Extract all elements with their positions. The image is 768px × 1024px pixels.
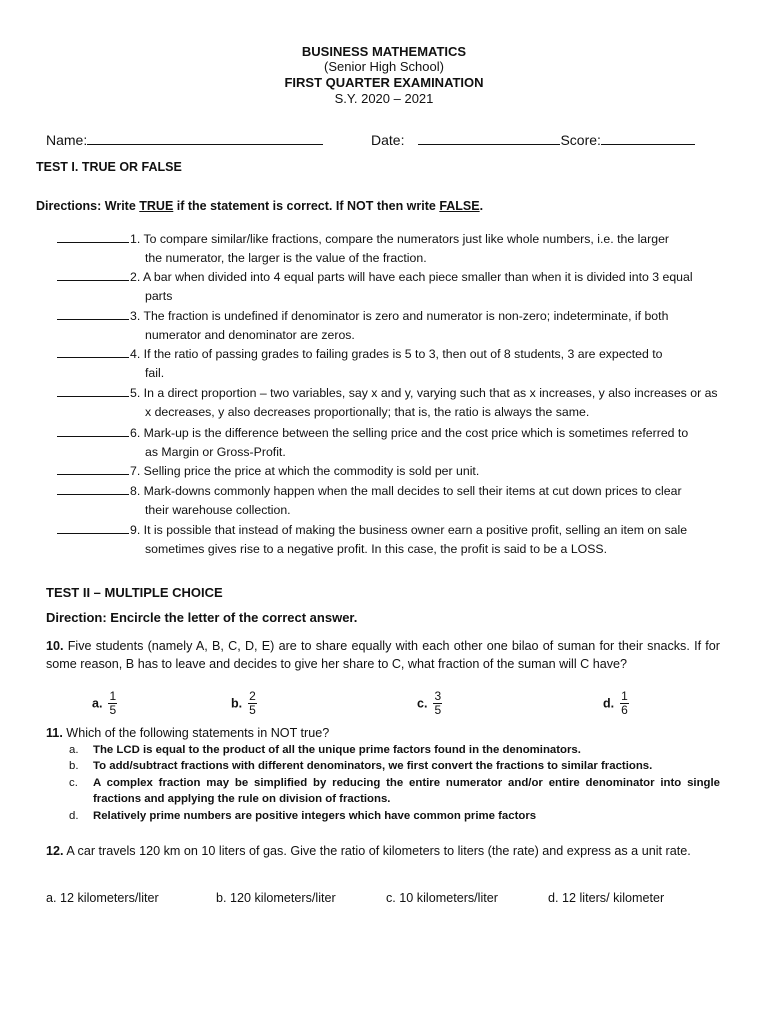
choice-12a[interactable]: a. 12 kilometers/liter	[46, 891, 159, 905]
test1-directions	[36, 199, 483, 213]
choice-text: Relatively prime numbers are positive integers which have common prime factors	[93, 810, 537, 822]
tf-item-line1: 6. Mark-up is the difference between the selling price and the cost price which is sometimes referred to	[130, 426, 689, 440]
tf-item-line2: sometimes gives rise to a negative profit. In this case, the profit is said to be a LOSS.	[145, 542, 608, 556]
choice-12d[interactable]: d. 12 liters/ kilometer	[548, 891, 665, 905]
directions-text-mid: if the statement is correct. If NOT then write	[173, 199, 440, 213]
tf-item	[57, 482, 737, 520]
test2-title: TEST II – MULTIPLE CHOICE	[46, 585, 223, 600]
choice-text: To add/subtract fractions with different denominators, we first convert the fractions to similar fractions.	[93, 760, 653, 772]
numerator: 1	[109, 689, 117, 703]
directions-true: TRUE	[139, 199, 174, 213]
choice-text: The LCD is equal to the product of all the unique prime factors found in the denominators.	[93, 744, 581, 756]
tf-item	[57, 307, 737, 345]
choice-10c[interactable]	[417, 690, 442, 717]
denominator: 5	[109, 703, 117, 717]
question-10	[46, 637, 720, 673]
tf-item	[57, 521, 737, 559]
tf-item	[57, 230, 737, 268]
name-label: Name:	[46, 132, 88, 148]
choice-11b[interactable]	[69, 758, 720, 774]
tf-item-line2: fail.	[145, 366, 165, 380]
choice-12b[interactable]: b. 120 kilometers/liter	[216, 891, 336, 905]
test2-direction: Direction: Encircle the letter of the correct answer.	[46, 610, 358, 625]
fraction	[108, 690, 117, 717]
tf-item-line1: 5. In a direct proportion – two variables, say x and y, varying such that as x increases, y also increases or as	[130, 386, 718, 400]
date-field[interactable]	[371, 132, 695, 148]
fraction	[248, 690, 257, 717]
tf-item	[57, 345, 737, 383]
choice-10d[interactable]	[603, 690, 629, 717]
name-field[interactable]	[46, 132, 323, 148]
answer-blank[interactable]	[57, 462, 129, 475]
test1-title: TEST I. TRUE OR FALSE	[36, 160, 182, 174]
choice-10b[interactable]	[231, 690, 257, 717]
tf-item-line2: numerator and denominator are zeros.	[145, 328, 355, 342]
tf-item	[57, 462, 737, 481]
document-title: BUSINESS MATHEMATICS	[301, 44, 467, 59]
choice-11d[interactable]	[69, 808, 720, 824]
school-year: S.Y. 2020 – 2021	[334, 91, 434, 106]
score-label: Score:	[560, 132, 601, 148]
directions-false: FALSE	[439, 199, 480, 213]
denominator: 6	[621, 703, 628, 717]
tf-item	[57, 384, 737, 422]
choice-letter: d.	[69, 810, 79, 822]
tf-item-line2: x decreases, y also decreases proportionally; that is, the ratio is always the same.	[145, 405, 590, 419]
answer-blank[interactable]	[57, 345, 129, 358]
choice-12c[interactable]: c. 10 kilometers/liter	[386, 891, 498, 905]
question-number: 10.	[46, 639, 64, 653]
answer-blank[interactable]	[57, 268, 129, 281]
numerator: 2	[249, 689, 256, 703]
numerator: 3	[434, 689, 442, 703]
answer-blank[interactable]	[57, 307, 129, 320]
question-number: 11.	[46, 726, 63, 740]
tf-item-line1: 4. If the ratio of passing grades to failing grades is 5 to 3, then out of 8 students, 3 are expected to	[130, 347, 663, 361]
directions-end: .	[479, 199, 484, 213]
choice-text: A complex fraction may be simplified by reducing the entire numerator and/or entire denominator into single fractions and applying the rule on division of fractions.	[93, 777, 720, 805]
question-12	[46, 842, 720, 861]
question-11	[46, 724, 329, 742]
question-number: 12.	[46, 844, 64, 858]
answer-blank[interactable]	[57, 521, 129, 534]
answer-blank[interactable]	[57, 482, 129, 495]
tf-item-line1: 8. Mark-downs commonly happen when the mall decides to sell their items at cut down prices to clear	[130, 484, 682, 498]
question-text: A car travels 120 km on 10 liters of gas. Give the ratio of kilometers to liters (the rate) and express as a unit rate.	[63, 844, 691, 858]
tf-item-line2: their warehouse collection.	[145, 503, 291, 517]
question-text: Which of the following statements in NOT true?	[62, 726, 330, 740]
choice-letter: c.	[69, 777, 78, 789]
fraction	[433, 690, 442, 717]
tf-item	[57, 268, 737, 306]
document-subtitle: (Senior High School)	[324, 59, 444, 74]
directions-text: Directions: Write	[36, 199, 140, 213]
tf-item-line1: 7. Selling price the price at which the commodity is sold per unit.	[130, 464, 480, 478]
choice-letter: b.	[69, 760, 79, 772]
choice-letter: d.	[603, 696, 615, 711]
fraction	[620, 690, 629, 717]
tf-item	[57, 424, 737, 462]
date-line	[418, 132, 560, 145]
tf-item-line1: 2. A bar when divided into 4 equal parts will have each piece smaller than when it is divided into 3 equal	[130, 270, 693, 284]
choice-letter: c.	[417, 696, 428, 711]
choice-letter: b.	[231, 696, 243, 711]
tf-item-line2: the numerator, the larger is the value of the fraction.	[145, 251, 427, 265]
question-text: Five students (namely A, B, C, D, E) are to share equally with each other one bilao of suman for their snacks. If for some reason, B has to leave and decides to give her share to C, what fraction of the suman will C have?	[46, 639, 720, 671]
name-line	[87, 132, 323, 145]
choice-11c[interactable]	[69, 775, 720, 807]
tf-item-line1: 3. The fraction is undefined if denominator is zero and numerator is non-zero; indeterminate, if both	[130, 309, 669, 323]
denominator: 5	[434, 703, 442, 717]
answer-blank[interactable]	[57, 230, 129, 243]
numerator: 1	[621, 689, 628, 703]
choice-letter: a.	[69, 744, 79, 756]
tf-item-line1: 9. It is possible that instead of making the business owner earn a positive profit, selling an item on sale	[130, 523, 688, 537]
answer-blank[interactable]	[57, 384, 129, 397]
exam-title: FIRST QUARTER EXAMINATION	[284, 75, 484, 90]
tf-item-line2: parts	[145, 289, 173, 303]
choice-10a[interactable]	[92, 690, 117, 717]
denominator: 5	[249, 703, 256, 717]
answer-blank[interactable]	[57, 424, 129, 437]
date-label: Date:	[371, 132, 405, 148]
choice-11a[interactable]	[69, 742, 720, 758]
tf-item-line2: as Margin or Gross-Profit.	[145, 445, 286, 459]
score-line	[601, 132, 695, 145]
tf-item-line1: 1. To compare similar/like fractions, compare the numerators just like whole numbers, i.e. the larger	[130, 232, 670, 246]
choice-letter: a.	[92, 696, 103, 711]
